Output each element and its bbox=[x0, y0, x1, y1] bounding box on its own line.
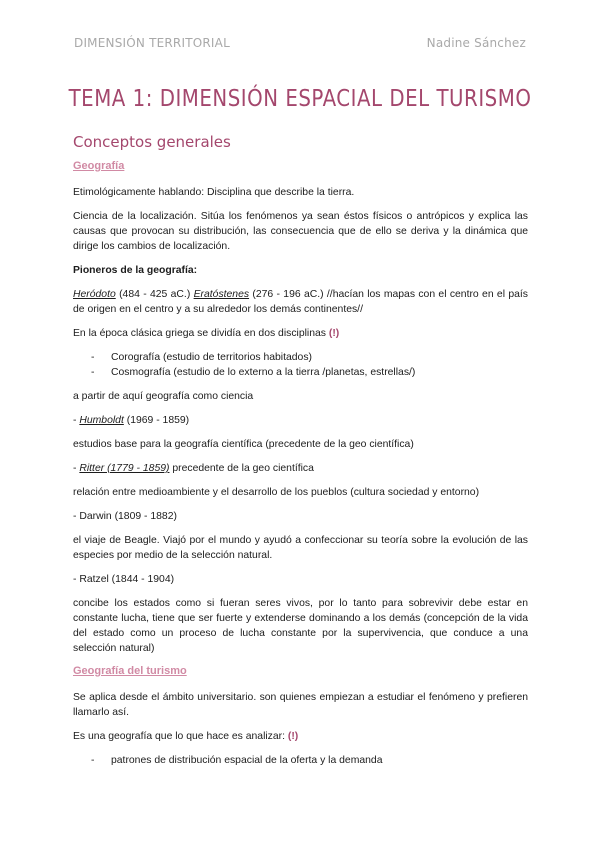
paragraph-humboldt bbox=[73, 413, 528, 428]
paragraph-analizar bbox=[73, 729, 528, 744]
paragraph: estudios base para la geografía científica (precedente de la geo científica) bbox=[73, 439, 414, 450]
paragraph: Etimológicamente hablando: Disciplina que describe la tierra. bbox=[73, 187, 355, 198]
paragraph: relación entre medioambiente y el desarrollo de los pueblos (cultura sociedad y entorno) bbox=[73, 487, 480, 498]
link-eratostenes: Eratóstenes bbox=[193, 289, 250, 300]
link-humboldt: Humboldt bbox=[79, 415, 124, 426]
header-author: Nadine Sánchez bbox=[426, 36, 526, 50]
page-title: TEMA 1: DIMENSIÓN ESPACIAL DEL TURISMO bbox=[68, 86, 532, 112]
text-span: Es una geografía que lo que hace es analizar: bbox=[73, 731, 288, 742]
paragraph: a partir de aquí geografía como ciencia bbox=[73, 391, 254, 402]
paragraph-epoca bbox=[73, 326, 528, 341]
link-ritter: Ritter (1779 - 1859) bbox=[79, 463, 170, 474]
header-subject: DIMENSIÓN TERRITORIAL bbox=[74, 36, 230, 50]
list-disciplinas bbox=[91, 350, 528, 380]
document-body bbox=[73, 133, 528, 777]
paragraph-ratzel: - Ratzel (1844 - 1904) bbox=[73, 574, 175, 585]
text-span: En la época clásica griega se dividía en dos disciplinas bbox=[73, 328, 329, 339]
text-span: - bbox=[73, 415, 80, 426]
running-header bbox=[74, 36, 526, 50]
text-span: precedente de la geo científica bbox=[169, 463, 314, 474]
text-span: - bbox=[73, 463, 80, 474]
list-item: - Corografía (estudio de territorios habitados) bbox=[91, 350, 528, 365]
section-heading: Conceptos generales bbox=[73, 133, 231, 151]
text-span: (1969 - 1859) bbox=[123, 415, 190, 426]
paragraph: el viaje de Beagle. Viajó por el mundo y ayudó a confeccionar su teoría sobre la evolución de las especies por medio de la selección natural. bbox=[73, 535, 528, 561]
paragraph: Se aplica desde el ámbito universitario. son quienes empiezan a estudiar el fenómeno y prefieren llamarlo así. bbox=[73, 692, 528, 718]
text-span: (276 - 196 aC.) //hacían los mapas con el centro en el país de origen en el centro y a su alrededor los demás continentes// bbox=[73, 289, 528, 315]
paragraph-ritter bbox=[73, 461, 528, 476]
list-analizar bbox=[91, 753, 528, 768]
paragraph-herodoto bbox=[73, 287, 528, 317]
subheading-geografia-turismo: Geografía del turismo bbox=[73, 665, 187, 677]
list-item: - Cosmografía (estudio de lo externo a la tierra /planetas, estrellas/) bbox=[91, 365, 528, 380]
paragraph: concibe los estados como si fueran seres vivos, por lo tanto para sobrevivir debe estar en constante lucha, tiene que ser fuerte y extenderse dominando a los demás (concepción de la vida del estado como un proceso de lucha constante por la supervivencia, que conduce a una selección natural) bbox=[73, 598, 528, 654]
important-mark: (!) bbox=[287, 731, 299, 742]
link-herodoto: Heródoto bbox=[73, 289, 116, 300]
subheading-geografia: Geografía bbox=[73, 160, 125, 172]
important-mark: (!) bbox=[328, 328, 340, 339]
list-item: - patrones de distribución espacial de la oferta y la demanda bbox=[91, 753, 528, 768]
paragraph: Ciencia de la localización. Sitúa los fenómenos ya sean éstos físicos o antrópicos y explica las causas que provocan su distribución, las consecuencia que de ello se deriva y la dinámica que dirige los cambios de localización. bbox=[73, 211, 528, 252]
text-span: (484 - 425 aC.) bbox=[115, 289, 194, 300]
paragraph-darwin: - Darwin (1809 - 1882) bbox=[73, 511, 177, 522]
pioneros-heading: Pioneros de la geografía: bbox=[73, 265, 198, 276]
